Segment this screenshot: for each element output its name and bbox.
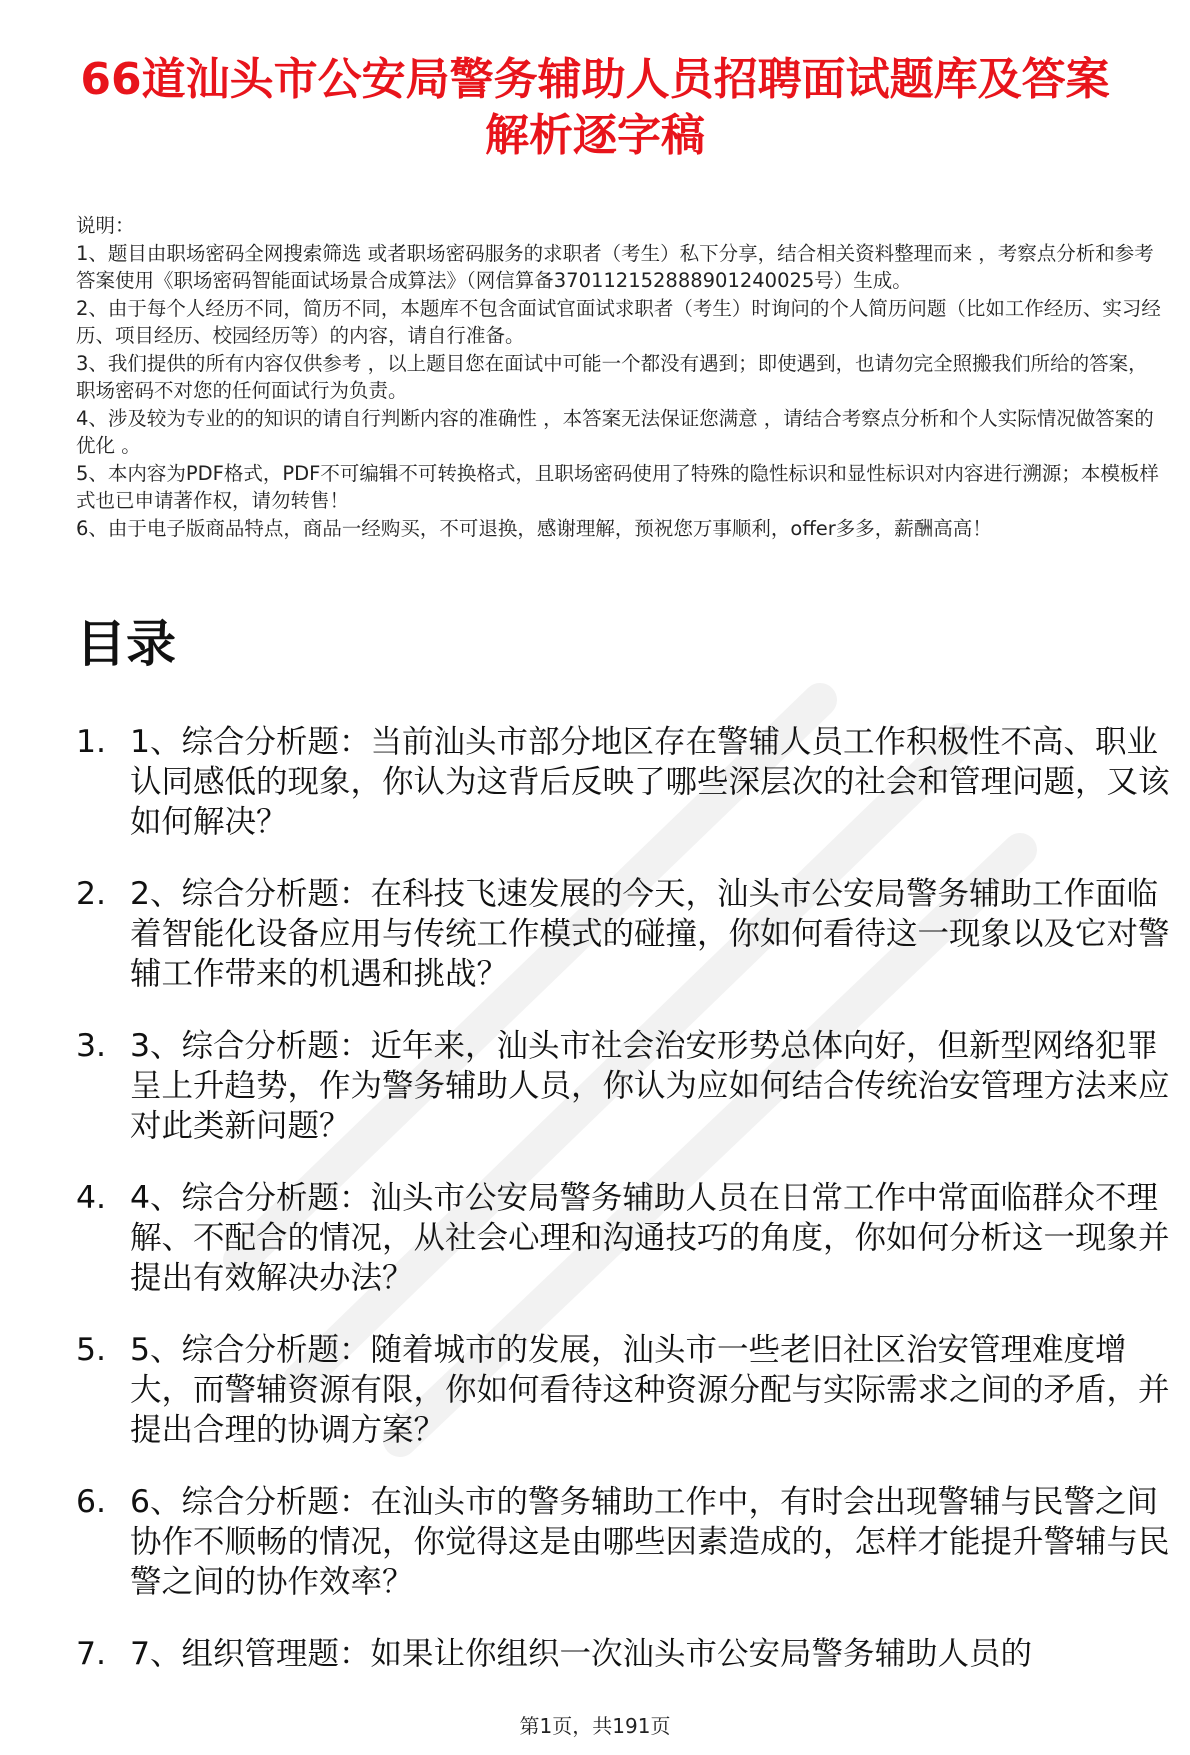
toc-item[interactable] [76,1026,1170,1146]
toc-list [76,722,1170,1706]
page-footer: 第1页，共191页 [519,1714,671,1738]
toc-heading: 目录 [76,615,176,673]
note-item-1: 1、题目由职场密码全网搜索筛选 或者职场密码服务的求职者（考生）私下分享，结合相关资料整理而来 ，考察点分析和参考答案使用《职场密码智能面试场景合成算法》（网信算备370112152888901240025号）生成。 [76,241,1154,292]
document-title: 66道汕头市公安局警务辅助人员招聘面试题库及答案解析逐字稿 [80,54,1110,161]
note-item-6: 6、由于电子版商品特点，商品一经购买，不可退换，感谢理解，预祝您万事顺利，offer多多，薪酬高高！ [76,516,992,540]
toc-item[interactable] [76,1330,1170,1450]
toc-item-text: 2、综合分析题：在科技飞速发展的今天，汕头市公安局警务辅助工作面临着智能化设备应用与传统工作模式的碰撞，你如何看待这一现象以及它对警辅工作带来的机遇和挑战？ [130,876,1170,992]
note-item-3: 3、我们提供的所有内容仅供参考 ，以上题目您在面试中可能一个都没有遇到；即使遇到，也请勿完全照搬我们所给的答案，职场密码不对您的任何面试行为负责。 [76,351,1148,402]
toc-item-number: 1. [76,724,107,760]
toc-item-text: 3、综合分析题：近年来，汕头市社会治安形势总体向好，但新型网络犯罪呈上升趋势，作为警务辅助人员，你认为应如何结合传统治安管理方法来应对此类新问题？ [130,1028,1170,1144]
toc-item-number: 3. [76,1028,107,1064]
toc-item[interactable] [76,874,1170,994]
notes-section [76,212,1166,542]
toc-item[interactable] [76,1178,1170,1298]
toc-item-text: 5、综合分析题：随着城市的发展，汕头市一些老旧社区治安管理难度增大，而警辅资源有限，你如何看待这种资源分配与实际需求之间的矛盾，并提出合理的协调方案？ [130,1332,1170,1448]
toc-item[interactable] [76,722,1170,842]
toc-item-text: 6、综合分析题：在汕头市的警务辅助工作中，有时会出现警辅与民警之间协作不顺畅的情况，你觉得这是由哪些因素造成的，怎样才能提升警辅与民警之间的协作效率？ [130,1484,1170,1600]
toc-item-number: 5. [76,1332,107,1368]
toc-item-number: 4. [76,1180,107,1216]
toc-item[interactable] [76,1634,1170,1674]
toc-item-number: 6. [76,1484,107,1520]
toc-item-text: 1、综合分析题：当前汕头市部分地区存在警辅人员工作积极性不高、职业认同感低的现象，你认为这背后反映了哪些深层次的社会和管理问题，又该如何解决？ [130,724,1170,840]
toc-item-text: 4、综合分析题：汕头市公安局警务辅助人员在日常工作中常面临群众不理解、不配合的情况，从社会心理和沟通技巧的角度，你如何分析这一现象并提出有效解决办法？ [130,1180,1170,1296]
toc-item-number: 7. [76,1636,107,1672]
note-item-4: 4、涉及较为专业的的知识的请自行判断内容的准确性 ，本答案无法保证您满意 ，请结合考察点分析和个人实际情况做答案的优化 。 [76,406,1154,457]
toc-item-number: 2. [76,876,107,912]
note-item-2: 2、由于每个人经历不同，简历不同，本题库不包含面试官面试求职者（考生）时询问的个人简历问题（比如工作经历、实习经历、项目经历、校园经历等）的内容，请自行准备。 [76,296,1161,347]
toc-item[interactable] [76,1482,1170,1602]
toc-item-text: 7、组织管理题：如果让你组织一次汕头市公安局警务辅助人员的 [130,1636,1033,1672]
note-item-5: 5、本内容为PDF格式，PDF不可编辑不可转换格式，且职场密码使用了特殊的隐性标识和显性标识对内容进行溯源；本模板样式也已申请著作权，请勿转售！ [76,461,1159,512]
notes-heading: 说明： [76,214,135,237]
